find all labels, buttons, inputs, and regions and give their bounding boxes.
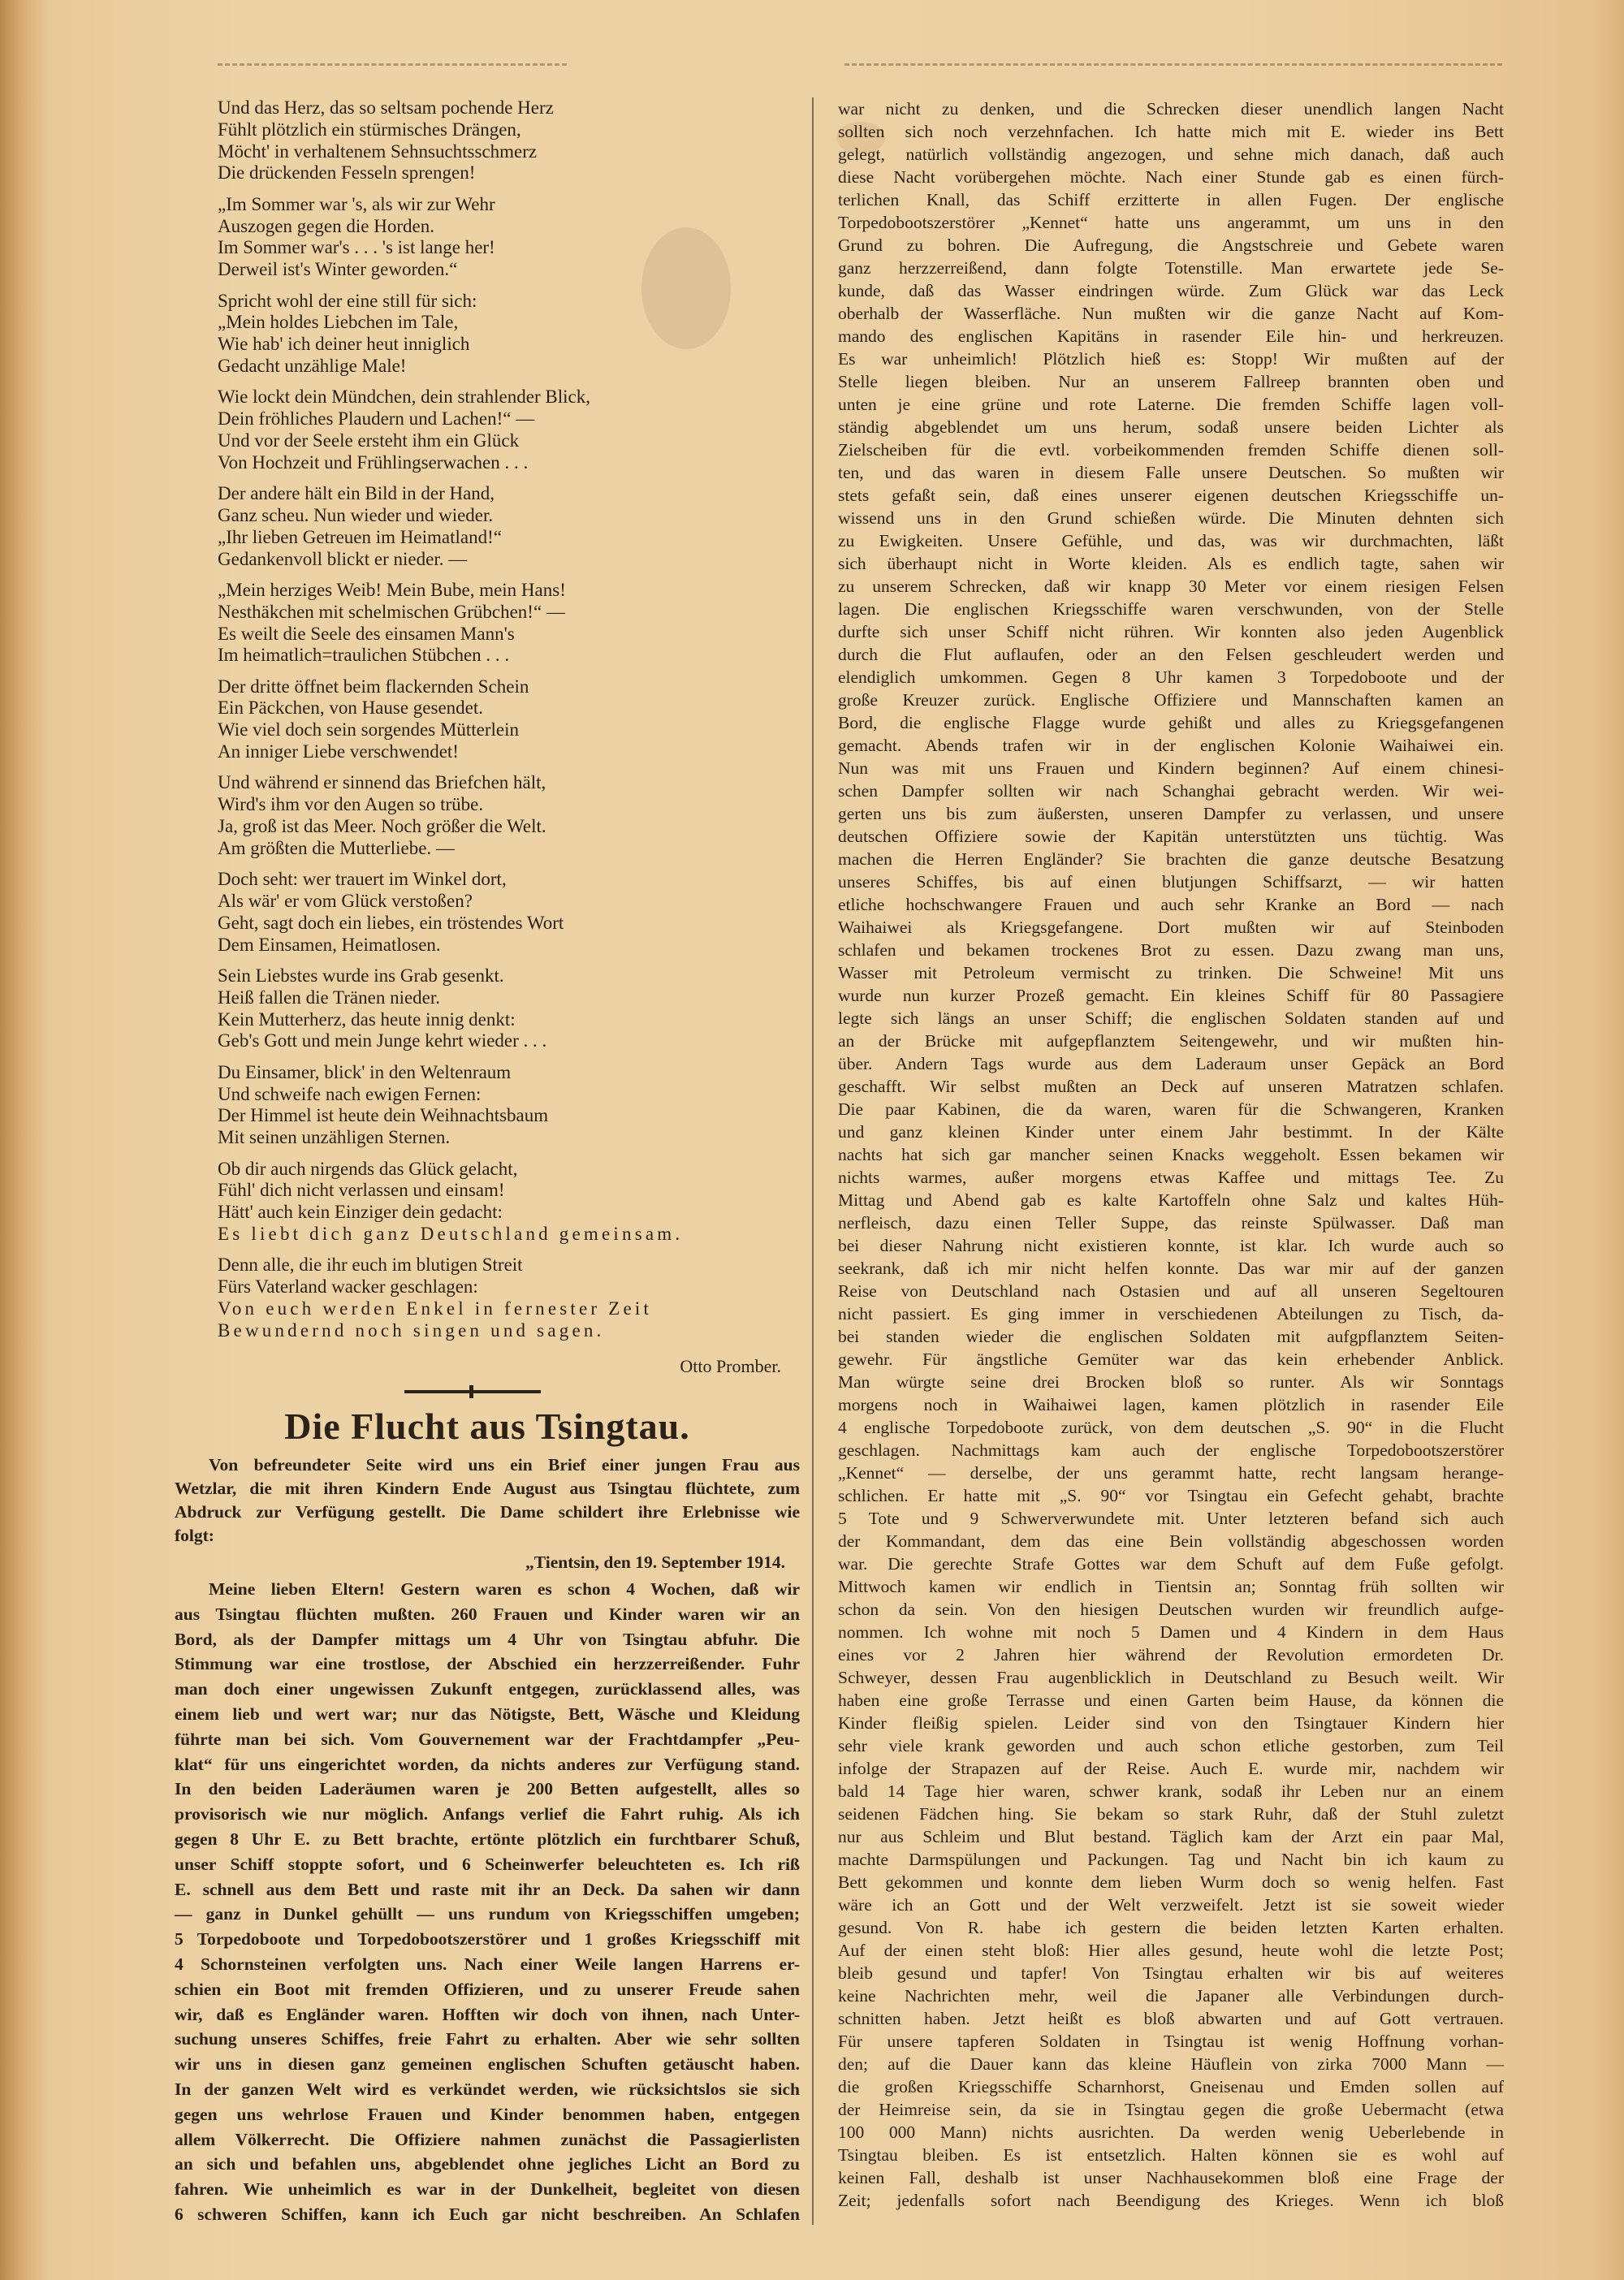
poem-line: Derweil ist's Winter geworden.“ (218, 259, 458, 280)
poem-stanza (218, 386, 802, 473)
letter-line: In der ganzen Welt wird es verkündet werden, wie rücksichtslos sie sich (175, 2079, 800, 2099)
poem-line: Spricht wohl der eine still für sich: (218, 290, 477, 311)
letter-line: stets gefaßt sein, daß eines unserer eigenen deutschen Kriegsschiffe un- (838, 486, 1504, 505)
poem-line: „Mein holdes Liebchen im Tale, (218, 312, 459, 333)
letter-text-left-column (175, 1577, 800, 2227)
letter-line: Für unsere tapferen Soldaten in Tsingtau ist wenig Hoffnung vorhan- (838, 2032, 1504, 2051)
poem-stanza (218, 580, 802, 667)
letter-line: Die paar Kabinen, die da waren, waren für die Schwangeren, Kranken (838, 1099, 1504, 1119)
letter-line: schien ein Boot mit fremden Offizieren, und zu unserer Freude sahen (175, 1979, 800, 1999)
poem-line: Hätt' auch kein Einziger dein gedacht: (218, 1202, 503, 1223)
letter-line: schlichen. Er hatte mit „S. 90“ vor Tsingtau ein Gefecht gehabt, brachte (838, 1486, 1504, 1505)
poem-stanza (218, 483, 802, 570)
letter-line: Waihaiwei als Kriegsgefangene. Dort mußten wir auf Steinboden (838, 918, 1504, 937)
letter-line: deutschen Offiziere sowie der Kapitän unterstützten uns tüchtig. Was (838, 827, 1504, 846)
letter-line: In den beiden Laderäumen waren je 200 Betten aufgestellt, alles so (175, 1779, 800, 1799)
poem-line: „Mein herziges Weib! Mein Bube, mein Hans! (218, 579, 566, 600)
poem-stanza (218, 194, 802, 281)
poem-line: Der dritte öffnet beim flackernden Schein (218, 676, 529, 697)
letter-line: Mittwoch kamen wir endlich in Tientsin an; Sonntag früh sollten wir (838, 1577, 1504, 1596)
letter-line: zu Ewigkeiten. Unsere Gefühle, und das, was wir durchmachten, läßt (838, 531, 1504, 551)
letter-line: oberhalb der Wasserfläche. Nun mußten wir die ganze Nacht auf Kom- (838, 304, 1504, 323)
letter-line: etliche hochschwangere Frauen und auch sehr Kranke an Bord — nach (838, 895, 1504, 914)
poem-line: Ja, groß ist das Meer. Noch größer die Welt. (218, 816, 546, 837)
poem-stanza (218, 772, 802, 859)
poem-stanza (218, 97, 802, 184)
poem-line: Kein Mutterherz, das heute innig denkt: (218, 1008, 516, 1030)
letter-line: sich überhaupt nicht in Worte kleiden. Als es endlich tagte, sahen wir (838, 554, 1504, 573)
letter-line: unseres Schiffes, bis auf einen blutjungen Schiffsarzt, — wir hatten (838, 872, 1504, 892)
letter-line: den; auf die Dauer kann das kleine Häuflein von zirka 7000 Mann — (838, 2054, 1504, 2074)
letter-line: suchung unseres Schiffes, freie Fahrt zu erhalten. Aber wie sehr sollten (175, 2029, 800, 2049)
letter-line: nerfleisch, dazu einen Teller Suppe, das reinste Spülwasser. Daß man (838, 1213, 1504, 1233)
intro-line: folgt: (175, 1526, 214, 1545)
poem-line: Die drückenden Fesseln sprengen! (218, 162, 476, 184)
letter-line: eines vor 2 Jahren hier während der Revolution ermordeten Dr. (838, 1645, 1504, 1665)
letter-line: Grund zu bohren. Die Aufregung, die Angstschreie und Gebete waren (838, 235, 1504, 255)
letter-line: Zeit; jedenfalls sofort nach Beendigung des Krieges. Wenn ich bloß (838, 2191, 1504, 2210)
poem-line: Als wär' er vom Glück verstoßen? (218, 891, 473, 912)
poem-line: Der Himmel ist heute dein Weihnachtsbaum (218, 1105, 549, 1126)
letter-line: gemacht. Abends trafen wir in der englischen Kolonie Waihaiwei ein. (838, 736, 1504, 755)
poem-stanza (218, 676, 802, 763)
poem-line: Von Hochzeit und Frühlingserwachen . . . (218, 451, 529, 473)
letter-line: Stelle liegen bleiben. Nur an unserem Fallreep brannten oben und (838, 372, 1504, 391)
letter-line: sollten sich noch verzehnfachen. Ich hatte mich mit E. wieder ins Bett (838, 122, 1504, 141)
letter-line: 6 schweren Schiffen, kann ich Euch gar nicht beschreiben. An Schlafen (175, 2204, 800, 2224)
poem-stanza (218, 291, 802, 378)
letter-line: gewehr. Für ängstliche Gemüter war das kein erhebender Anblick. (838, 1349, 1504, 1369)
letter-line: unten je eine grüne und rote Laterne. Die fremden Schiffe lagen voll- (838, 395, 1504, 414)
poem-line: Am größten die Mutterliebe. — (218, 837, 455, 858)
letter-line: aus Tsingtau flüchten mußten. 260 Frauen und Kinder waren wir an (175, 1604, 800, 1624)
letter-line: an sich und befahlen uns, abgeblendet ohne jegliches Licht an Bord zu (175, 2154, 800, 2174)
poem-stanza (218, 1159, 802, 1246)
letter-line: durch die Flut auflaufen, oder an den Felsen geschleudert werden und (838, 645, 1504, 664)
letter-line: elendiglich umkommen. Gegen 8 Uhr kamen 3 Torpedoboote und der (838, 667, 1504, 687)
poem-line: Es weilt die Seele des einsamen Mann's (218, 623, 515, 644)
letter-line: nicht passiert. Es ging immer in verschiedenen Abteilungen zu Tisch, da- (838, 1304, 1504, 1324)
letter-line: führte man bei sich. Vom Gouvernement war der Frachtdampfer „Peu- (175, 1729, 800, 1749)
letter-line: Zielscheiben für die evtl. vorbeikommenden fremden Schiffe dienen soll- (838, 440, 1504, 460)
letter-line: lagen. Die englischen Kriegsschiffe waren verschwunden, von der Stelle (838, 599, 1504, 619)
letter-line: und ganz kleinen Kinder unter einem Jahr bestimmt. In der Kälte (838, 1122, 1504, 1142)
poem-stanza (218, 1254, 802, 1341)
letter-line: mando des englischen Kapitäns in rasender Eile hin- und herkreuzen. (838, 326, 1504, 346)
letter-line: Es war unheimlich! Plötzlich hieß es: Stopp! Wir mußten auf der (838, 349, 1504, 369)
poem-line: Und während er sinnend das Briefchen hält, (218, 772, 546, 793)
letter-line: nichts warmes, außer morgens etwas Kaffee und mittags Tee. Zu (838, 1168, 1504, 1187)
letter-line: Auf der einen steht bloß: Hier alles gesund, heute wohl die letzte Post; (838, 1941, 1504, 1960)
letter-line: schlafen und bekamen trockenes Brot zu essen. Dazu zwang man uns, (838, 940, 1504, 960)
poem-line: Fürs Vaterland wacker geschlagen: (218, 1276, 478, 1298)
letter-line: der Kommandant, dem das eine Bein vollständig abgeschossen worden (838, 1531, 1504, 1551)
letter-line: zu unserem Schrecken, daß wir knapp 30 Meter vor einem riesigen Felsen (838, 576, 1504, 596)
article-headline: Die Flucht aus Tsingtau. (284, 1406, 690, 1447)
poem-line: Geht, sagt doch ein liebes, ein tröstendes Wort (218, 912, 564, 933)
letter-line: Bord, die englische Flagge wurde gehißt und alles zu Kriegsgefangenen (838, 713, 1504, 732)
letter-line: provisorisch wie nur möglich. Anfangs verlief die Fahrt ruhig. Als ich (175, 1804, 800, 1824)
letter-line: man doch einer ungewissen Zukunft entgegen, zurücklassend alles, was (175, 1679, 800, 1699)
letter-line: bald 14 Tage hier waren, schwer krank, sodaß ihr Leben nur an einem (838, 1781, 1504, 1801)
letter-line: 100 000 Mann) nichts ausrichten. Da werden wenig Ueberlebende in (838, 2122, 1504, 2142)
letter-line: kunde, daß das Wasser eindringen würde. Zum Glück war das Leck (838, 281, 1504, 300)
letter-line: diese Nacht vorübergehen möchte. Nach einer Stunde gab es einen fürch- (838, 167, 1504, 187)
poem (218, 97, 802, 1351)
letter-line: „Kennet“ — derselbe, der uns gerammt hatte, recht langsam herange- (838, 1463, 1504, 1483)
poem-line: Und vor der Seele ersteht ihm ein Glück (218, 430, 520, 451)
poem-line: Du Einsamer, blick' in den Weltenraum (218, 1061, 512, 1082)
letter-line: der Heimreise sein, da sie in Tsingtau gegen die große Uebermacht (etwa (838, 2100, 1504, 2119)
letter-line: Tsingtau bleiben. Es ist entsetzlich. Halten können sie es wohl auf (838, 2145, 1504, 2165)
poem-stanza (218, 965, 802, 1052)
poem-line: Der andere hält ein Bild in der Hand, (218, 483, 495, 504)
letter-line: Stimmung war eine trostlose, der Abschied ein herzzerreißender. Fuhr (175, 1654, 800, 1674)
letter-line: bei standen wieder die englischen Soldaten mit aufgpflanztem Seiten- (838, 1327, 1504, 1346)
letter-line: Kinder fleißig spielen. Leider sind von den Tsingtauer Kindern hier (838, 1713, 1504, 1733)
letter-line: geschlagen. Nachmittags kam auch der englische Torpedobootszerstörer (838, 1440, 1504, 1460)
letter-line: große Kreuzer zurück. Englische Offiziere und Mannschaften kamen an (838, 690, 1504, 710)
poem-line: An inniger Liebe verschwendet! (218, 741, 459, 762)
letter-line: ständig abgeblendet um uns herum, sodaß unsere beiden Lichter als (838, 417, 1504, 437)
poem-line: Fühlt plötzlich ein stürmisches Drängen, (218, 119, 521, 140)
letter-line: Meine lieben Eltern! Gestern waren es schon 4 Wochen, daß wir (209, 1579, 800, 1599)
letter-line: terlichen Knall, das Schiff erzitterte in allen Fugen. Der englische (838, 190, 1504, 209)
poem-line: Wie hab' ich deiner heut inniglich (218, 334, 470, 355)
poem-line: Es liebt dich ganz Deutschland gemeinsam. (218, 1223, 684, 1244)
letter-line: allem Völkerrecht. Die Offiziere nahmen zunächst die Passagierlisten (175, 2129, 800, 2149)
torn-top-edge-print (218, 63, 567, 66)
poem-line: Und schweife nach ewigen Fernen: (218, 1083, 482, 1104)
poem-line: Wie lockt dein Mündchen, dein strahlender Blick, (218, 386, 590, 408)
letter-line: seekrank, daß ich mir nicht helfen konnte. Das war mir auf der ganzen (838, 1259, 1504, 1278)
section-divider (404, 1390, 541, 1393)
letter-line: gelegt, natürlich vollständig angezogen, und sehne mich danach, daß auch (838, 145, 1504, 164)
letter-line: legte sich längs an unser Schiff; die englischen Soldaten standen auf und (838, 1008, 1504, 1028)
intro-line: Von befreundeter Seite wird uns ein Brief einer jungen Frau aus (209, 1455, 800, 1475)
letter-line: 4 Schornsteinen verfolgten uns. Nach einer Weile langen Harrens er- (175, 1954, 800, 1974)
poem-line: Von euch werden Enkel in fernester Zeit (218, 1298, 653, 1319)
letter-line: ten, und das waren in diesem Falle unsere Deutschen. So mußten wir (838, 463, 1504, 482)
letter-line: Schweyer, dessen Frau augenblicklich in Deutschland zu Besuch weilt. Wir (838, 1668, 1504, 1687)
letter-line: Nun was mit uns Frauen und Kindern beginnen? Auf einem chinesi- (838, 758, 1504, 778)
letter-line: an der Brücke mit aufgepflanztem Seitengewehr, und wir mußten hin- (838, 1031, 1504, 1051)
torn-top-edge-print (844, 63, 1502, 66)
intro-line: Wetzlar, die mit ihren Kindern Ende August aus Tsingtau flüchtete, zum (175, 1479, 800, 1498)
poem-line: „Im Sommer war 's, als wir zur Wehr (218, 193, 495, 214)
poem-line: Denn alle, die ihr euch im blutigen Streit (218, 1254, 523, 1276)
poem-line: Sein Liebstes wurde ins Grab gesenkt. (218, 965, 504, 987)
letter-line: wissend uns in den Grund schießen würde. Die Minuten dehnten sich (838, 508, 1504, 528)
column-rule (812, 97, 814, 2225)
letter-line: seidenen Fädchen hing. Sie bekam so stark Ruhr, daß der Stuhl zuletzt (838, 1804, 1504, 1824)
letter-line: gerten uns bis zum äußersten, unseren Dampfer zu verlassen, und unsere (838, 804, 1504, 823)
letter-line: machte Darmspülungen und Packungen. Tag und Nacht bin ich kaum zu (838, 1850, 1504, 1869)
poem-line: Im heimatlich=traulichen Stübchen . . . (218, 645, 510, 666)
poem-line: Möcht' in verhaltenem Sehnsuchtsschmerz (218, 140, 538, 162)
poem-line: Auszogen gegen die Horden. (218, 215, 434, 236)
letter-line: über. Andern Tags wurde aus dem Laderaum unser Gepäck an Bord (838, 1054, 1504, 1073)
letter-line: Mittag und Abend gab es kalte Kartoffeln ohne Salz und kaltes Hüh- (838, 1190, 1504, 1210)
letter-line: wäre ich an Gott und der Welt verzweifelt. Jetzt ist sie soweit wieder (838, 1895, 1504, 1915)
letter-line: durfte sich unser Schiff nicht rühren. Wir konnten also jeden Augenblick (838, 622, 1504, 641)
poem-line: Bewundernd noch singen und sagen. (218, 1319, 605, 1341)
letter-line: bleib gesund und tapfer! Von Tsingtau erhalten wir bis auf weiteres (838, 1963, 1504, 1983)
letter-line: nommen. Ich wohne mit noch 5 Damen und 4 Kindern in dem Haus (838, 1622, 1504, 1642)
letter-line: morgens noch in Waihaiwei lagen, kamen plötzlich in rasender Eile (838, 1395, 1504, 1414)
letter-line: gegen 8 Uhr E. zu Bett brachte, ertönte plötzlich ein furchtbarer Schuß, (175, 1829, 800, 1849)
letter-line: unser Schiff stoppte sofort, und 6 Scheinwerfer beleuchteten es. Ich riß (175, 1854, 800, 1874)
letter-line: infolge der Strapazen auf der Reise. Auch E. wurde mir, nachdem wir (838, 1759, 1504, 1778)
poem-line: Dem Einsamen, Heimatlosen. (218, 934, 441, 955)
poem-stanza (218, 869, 802, 956)
poem-line: Geb's Gott und mein Junge kehrt wieder . . . (218, 1030, 547, 1051)
intro-line: Abdruck zur Verfügung gestellt. Die Dame schildert ihre Erlebnisse wie (175, 1502, 800, 1522)
letter-line: Wasser mit Petroleum vermischt zu trinken. Die Schweine! Mit uns (838, 963, 1504, 982)
letter-line: wir, daß es Engländer waren. Hofften wir doch von ihnen, nach Unter- (175, 2004, 800, 2024)
letter-line: 4 englische Torpedoboote zurück, von dem deutschen „S. 90“ in die Flucht (838, 1418, 1504, 1437)
letter-text-right-column (838, 97, 1504, 2212)
poem-line: Fühl' dich nicht verlassen und einsam! (218, 1180, 505, 1201)
letter-line: haben eine große Terrasse und einen Garten beim Hause, da können die (838, 1691, 1504, 1710)
letter-line: Reise von Deutschland nach Ostasien und auf all unseren Segeltouren (838, 1281, 1504, 1301)
poem-signature: Otto Promber. (680, 1356, 781, 1376)
letter-line: wir uns in diesen ganz gemeinen englischen Schuften getäuscht haben. (175, 2054, 800, 2075)
poem-line: Gedacht unzählige Male! (218, 355, 407, 376)
poem-line: Wird's ihm vor den Augen so trübe. (218, 794, 484, 815)
poem-line: Ob dir auch nirgends das Glück gelacht, (218, 1158, 518, 1179)
letter-line: klat“ für uns eingerichtet worden, da nichts anderes zur Verfügung stand. (175, 1754, 800, 1774)
letter-line: machen die Herren Engländer? Sie brachten die ganze deutsche Besatzung (838, 849, 1504, 869)
letter-line: Bett gekommen und konnte dem lieben Wurm doch so wenig helfen. Fast (838, 1872, 1504, 1892)
letter-line: schen Dampfer sollten wir nach Schanghai gebracht werden. Wir wei- (838, 781, 1504, 801)
poem-line: Ganz scheu. Nun wieder und wieder. (218, 504, 494, 525)
letter-line: war. Die gerechte Strafe Gottes war dem Schuft auf dem Fuße gefolgt. (838, 1554, 1504, 1574)
poem-stanza (218, 1062, 802, 1149)
letter-line: 5 Tote und 9 Schwerverwundete mit. Unter letzteren befand sich auch (838, 1509, 1504, 1528)
letter-line: gesund. Von R. habe ich gestern die beiden letzten Karten erhalten. (838, 1918, 1504, 1937)
letter-line: bei dieser Nahrung nicht existieren konnte, ist klar. Ich wurde auch so (838, 1236, 1504, 1255)
letter-line: schnitten haben. Jetzt heißt es bloß abwarten und auf Gott vertrauen. (838, 2009, 1504, 2028)
letter-line: geschafft. Wir selbst mußten an Deck auf unseren Matratzen schlafen. (838, 1077, 1504, 1096)
letter-line: 5 Torpedoboote und Torpedobootszerstörer und 1 großes Kriegsschiff mit (175, 1929, 800, 1950)
letter-line: ganz herzzerreißend, dann folgte Totenstille. Man erwartete jede Se- (838, 258, 1504, 278)
letter-line: nachts hat sich gar mancher seinen Knacks weggeholt. Essen bekamen wir (838, 1145, 1504, 1164)
letter-line: wurde nun kurzer Prozeß gemacht. Ein kleines Schiff für 80 Passagiere (838, 986, 1504, 1005)
letter-line: die großen Kriegsschiffe Scharnhorst, Gneisenau und Emden sollen auf (838, 2077, 1504, 2096)
poem-line: Mit seinen unzähligen Sternen. (218, 1127, 451, 1148)
letter-line: keinen Fall, deshalb ist unser Nachhausekommen bloß eine Frage der (838, 2168, 1504, 2187)
letter-line: sehr viele krank geworden und auch schon etliche gestorben, zum Teil (838, 1736, 1504, 1755)
letter-line: E. schnell aus dem Bett und raste mit ihr an Deck. Da sahen wir dann (175, 1879, 800, 1899)
letter-line: Man würgte seine drei Brocken bloß so runter. Als wir Sonntags (838, 1372, 1504, 1392)
poem-line: Gedankenvoll blickt er nieder. — (218, 548, 468, 569)
poem-line: Ein Päckchen, von Hause gesendet. (218, 697, 484, 719)
poem-line: Dein fröhliches Plaudern und Lachen!“ — (218, 408, 535, 430)
letter-line: nur aus Schleim und Blut bestand. Täglich kam der Arzt ein paar Mal, (838, 1827, 1504, 1846)
letter-line: einem lieb und wert war; nur das Nötigste, Bett, Wäsche und Kleidung (175, 1704, 800, 1724)
letter-line: Torpedobootszerstörer „Kennet“ hatte uns angerammt, um uns in den (838, 213, 1504, 232)
letter-line: keine Nachrichten mehr, weil die Japaner alle Verbindungen durch- (838, 1986, 1504, 2006)
poem-line: Doch seht: wer trauert im Winkel dort, (218, 869, 507, 890)
letter-line: fahren. Wie unheimlich es war in der Dunkelheit, begleitet von diesen (175, 2179, 800, 2200)
letter-line: Bord, als der Dampfer mittags um 4 Uhr von Tsingtau abfuhr. Die (175, 1629, 800, 1649)
article-intro (175, 1453, 800, 1548)
letter-line: schon da sein. Von den hiesigen Deutschen wurden wir freundlich aufge- (838, 1600, 1504, 1619)
letter-line: — ganz in Dunkel gehüllt — uns rundum von Kriegsschiffen umgeben; (175, 1904, 800, 1924)
poem-line: „Ihr lieben Getreuen im Heimatland!“ (218, 526, 502, 547)
letter-line: war nicht zu denken, und die Schrecken dieser unendlich langen Nacht (838, 99, 1504, 119)
letter-dateline: „Tientsin, den 19. September 1914. (525, 1552, 785, 1572)
letter-line: gegen uns wehrlose Frauen und Kinder benommen haben, entgegen (175, 2104, 800, 2124)
poem-line: Nesthäkchen mit schelmischen Grübchen!“ — (218, 601, 565, 622)
poem-line: Und das Herz, das so seltsam pochende Herz (218, 97, 554, 118)
poem-line: Wie viel doch sein sorgendes Mütterlein (218, 719, 520, 741)
poem-line: Im Sommer war's . . . 's ist lange her! (218, 237, 495, 258)
poem-line: Heiß fallen die Tränen nieder. (218, 987, 441, 1008)
